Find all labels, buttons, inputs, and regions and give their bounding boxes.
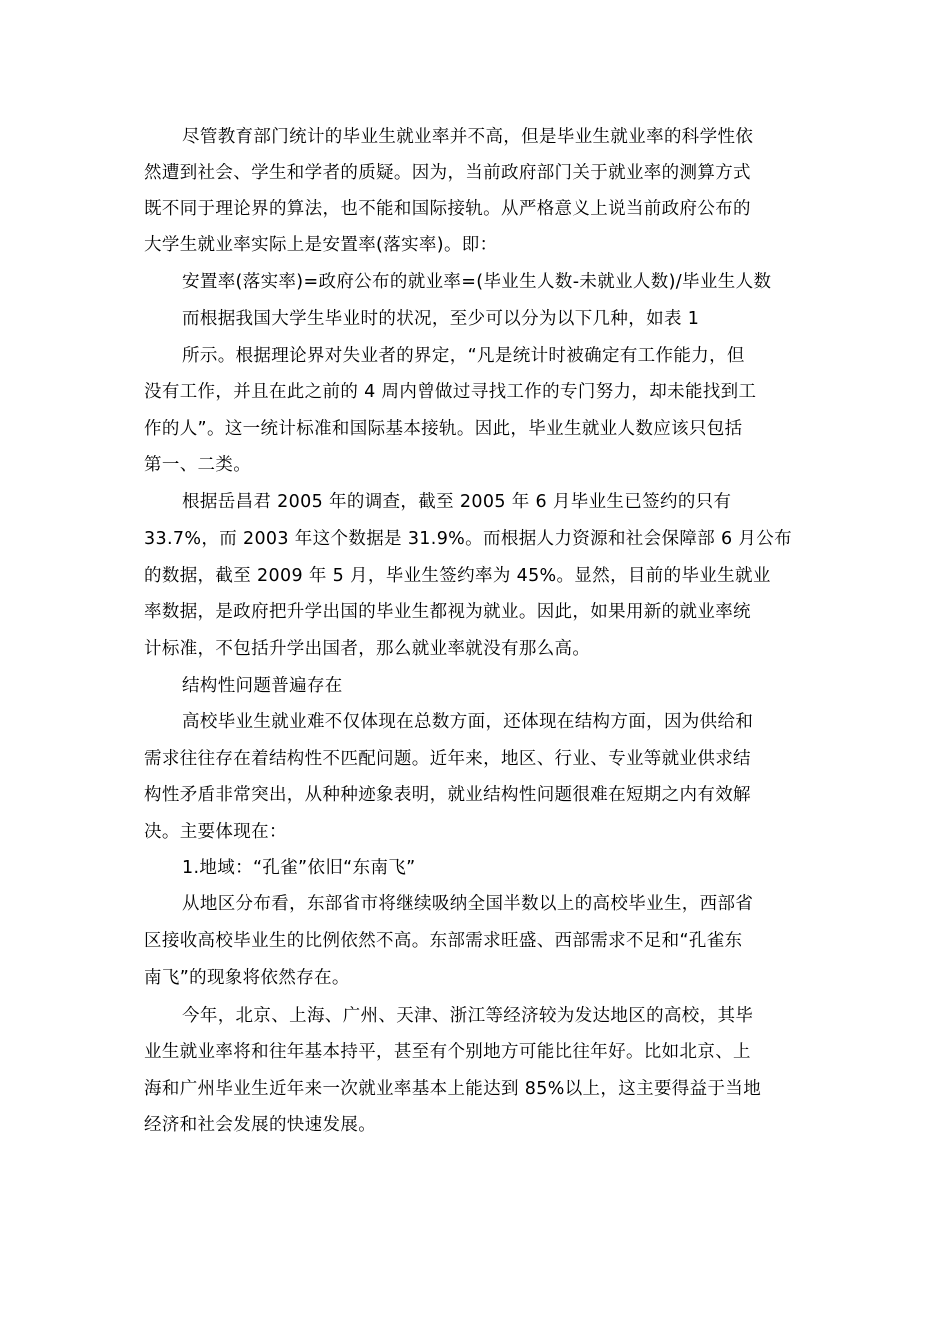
paragraph-line: 第一、二类。 bbox=[144, 455, 252, 475]
paragraph-line: 所示。根据理论界对失业者的界定，“凡是统计时被确定有工作能力，但 bbox=[182, 346, 745, 366]
paragraph-line: 高校毕业生就业难不仅体现在总数方面，还体现在结构方面，因为供给和 bbox=[182, 712, 754, 732]
formula-line: 安置率(落实率)=政府公布的就业率=(毕业生人数-未就业人数)/毕业生人数 bbox=[182, 272, 772, 292]
paragraph-line: 尽管教育部门统计的毕业生就业率并不高，但是毕业生就业率的科学性依 bbox=[182, 127, 754, 147]
paragraph-line: 率数据，是政府把升学出国的毕业生都视为就业。因此，如果用新的就业率统 bbox=[144, 602, 751, 622]
paragraph-line: 计标准，不包括升学出国者，那么就业率就没有那么高。 bbox=[144, 639, 591, 659]
subsection-heading: 1.地域：“孔雀”依旧“东南飞” bbox=[182, 858, 416, 878]
paragraph-line: 而根据我国大学生毕业时的状况，至少可以分为以下几种，如表 1 bbox=[182, 309, 700, 329]
paragraph-line: 业生就业率将和往年基本持平，甚至有个别地方可能比往年好。比如北京、上 bbox=[144, 1042, 751, 1062]
paragraph-line: 需求往往存在着结构性不匹配问题。近年来，地区、行业、专业等就业供求结 bbox=[144, 749, 751, 769]
paragraph-line: 33.7%，而 2003 年这个数据是 31.9%。而根据人力资源和社会保障部 6 月公布 bbox=[144, 529, 792, 549]
paragraph-line: 海和广州毕业生近年来一次就业率基本上能达到 85%以上，这主要得益于当地 bbox=[144, 1079, 762, 1099]
paragraph-line: 构性矛盾非常突出，从种种迹象表明，就业结构性问题很难在短期之内有效解 bbox=[144, 785, 751, 805]
paragraph-line: 然遭到社会、学生和学者的质疑。因为，当前政府部门关于就业率的测算方式 bbox=[144, 163, 751, 183]
paragraph-line: 作的人”。这一统计标准和国际基本接轨。因此，毕业生就业人数应该只包括 bbox=[144, 419, 743, 439]
paragraph-line: 南飞”的现象将依然存在。 bbox=[144, 968, 350, 988]
paragraph-line: 经济和社会发展的快速发展。 bbox=[144, 1115, 377, 1135]
paragraph-line: 根据岳昌君 2005 年的调查，截至 2005 年 6 月毕业生已签约的只有 bbox=[182, 492, 732, 512]
paragraph-line: 的数据，截至 2009 年 5 月，毕业生签约率为 45%。显然，目前的毕业生就业 bbox=[144, 566, 771, 586]
paragraph-line: 大学生就业率实际上是安置率(落实率)。即： bbox=[144, 235, 498, 255]
paragraph-line: 从地区分布看，东部省市将继续吸纳全国半数以上的高校毕业生，西部省 bbox=[182, 894, 754, 914]
section-heading: 结构性问题普遍存在 bbox=[182, 676, 343, 696]
paragraph-line: 今年，北京、上海、广州、天津、浙江等经济较为发达地区的高校，其毕 bbox=[182, 1006, 754, 1026]
paragraph-line: 决。主要体现在： bbox=[144, 822, 287, 842]
paragraph-line: 既不同于理论界的算法，也不能和国际接轨。从严格意义上说当前政府公布的 bbox=[144, 199, 751, 219]
paragraph-line: 没有工作，并且在此之前的 4 周内曾做过寻找工作的专门努力，却未能找到工 bbox=[144, 382, 757, 402]
paragraph-line: 区接收高校毕业生的比例依然不高。东部需求旺盛、西部需求不足和“孔雀东 bbox=[144, 931, 743, 951]
